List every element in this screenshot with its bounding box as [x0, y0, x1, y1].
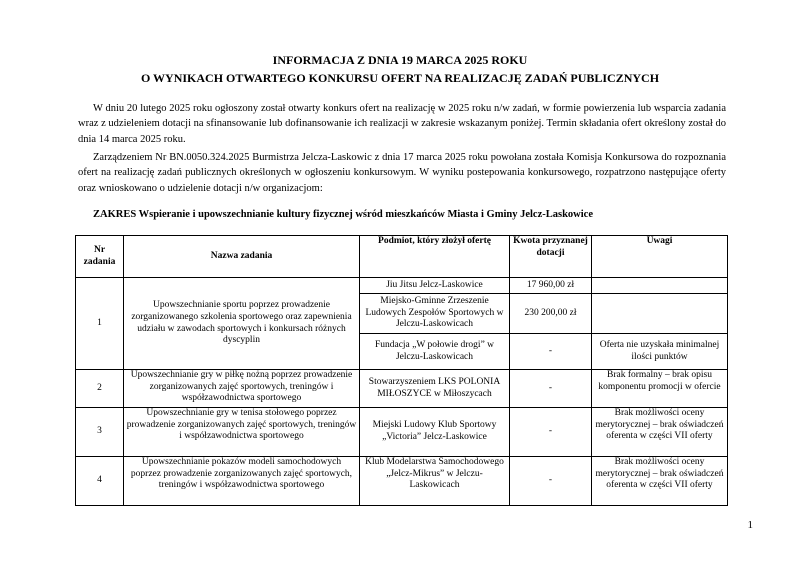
results-table [75, 235, 728, 506]
page-number: 1 [747, 519, 753, 531]
task-name: Upowszechnianie pokazów modeli samochodowych poprzez prowadzenie zorganizowanych zajęć sportowych, treningów i współzawodnictwa sportowego [124, 457, 360, 506]
table-row [76, 457, 728, 506]
remarks: Brak możliwości oceny merytorycznej – brak oświadczeń oferenta w części VII oferty [592, 457, 728, 506]
task-number: 4 [76, 457, 124, 506]
header-nazwa: Nazwa zadania [124, 236, 360, 278]
grant-amount: - [510, 457, 592, 506]
remarks [592, 294, 728, 334]
table-header-row [76, 236, 728, 278]
header-nr: Nr zadania [76, 236, 124, 278]
offer-entity: Fundacja „W połowie drogi” w Jelczu-Laskowicach [360, 334, 510, 370]
remarks: Oferta nie uzyskała minimalnej ilości punktów [592, 334, 728, 370]
header-kwota: Kwota przyznanej dotacji [510, 236, 592, 278]
remarks: Brak możliwości oceny merytorycznej – brak oświadczeń oferenta w części VII oferty [592, 408, 728, 457]
grant-amount: - [510, 408, 592, 457]
commission-paragraph: Zarządzeniem Nr BN.0050.324.2025 Burmistrza Jelcza-Laskowic z dnia 17 marca 2025 roku powołana została Komisja Konkursowa do rozpoznania ofert na realizację zadań publicznych określonych w ogłoszeniu konkursowym. W wyniku postepowania konkursowego, rozpatrzono następujące oferty oraz wnioskowano o udzielenie dotacji n/w organizacjom: [78, 152, 726, 194]
grant-amount: 17 960,00 zł [510, 278, 592, 294]
document-title-line-1: INFORMACJA Z DNIA 19 MARCA 2025 ROKU [272, 53, 528, 67]
table-row [76, 278, 728, 294]
grant-amount: - [510, 334, 592, 370]
header-uwagi: Uwagi [592, 236, 728, 278]
task-name: Upowszechnianie sportu poprzez prowadzenie zorganizowanego szkolenia sportowego oraz zapewnienia udziału w zawodach sportowych i konkursach różnych dyscyplin [124, 278, 360, 370]
grant-amount: 230 200,00 zł [510, 294, 592, 334]
scope-heading: ZAKRES Wspieranie i upowszechnianie kultury fizycznej wśród mieszkańców Miasta i Gminy Jelcz-Laskowice [93, 209, 593, 220]
task-number: 1 [76, 278, 124, 370]
header-podmiot: Podmiot, który złożył ofertę [360, 236, 510, 278]
table-row [76, 408, 728, 457]
offer-entity: Miejsko-Gminne Zrzeszenie Ludowych Zespołów Sportowych w Jelczu-Laskowicach [360, 294, 510, 334]
offer-entity: Klub Modelarstwa Samochodowego „Jelcz-Mikrus” w Jelczu-Laskowicach [360, 457, 510, 506]
task-name: Upowszechnianie gry w tenisa stołowego poprzez prowadzenie zorganizowanych zajęć sportowych, treningów i współzawodnictwa sportowego [124, 408, 360, 457]
remarks: Brak formalny – brak opisu komponentu promocji w ofercie [592, 370, 728, 408]
remarks [592, 278, 728, 294]
offer-entity: Miejski Ludowy Klub Sportowy „Victoria” Jelcz-Laskowice [360, 408, 510, 457]
table-row [76, 370, 728, 408]
task-number: 3 [76, 408, 124, 457]
offer-entity: Stowarzyszeniem LKS POLONIA MIŁOSZYCE w Miłoszycach [360, 370, 510, 408]
task-number: 2 [76, 370, 124, 408]
grant-amount: - [510, 370, 592, 408]
offer-entity: Jiu Jitsu Jelcz-Laskowice [360, 278, 510, 294]
document-title-line-2: O WYNIKACH OTWARTEGO KONKURSU OFERT NA REALIZACJĘ ZADAŃ PUBLICZNYCH [140, 71, 660, 85]
intro-paragraph: W dniu 20 lutego 2025 roku ogłoszony został otwarty konkurs ofert na realizację w 2025 roku n/w zadań, w formie powierzenia lub wsparcia zadania wraz z udzieleniem dotacji na sfinansowanie lub dofinansowanie ich realizacji w zakresie wskazanym poniżej. Termin składania ofert określony został do dnia 14 marca 2025 roku. [78, 103, 726, 145]
task-name: Upowszechnianie gry w piłkę nożną poprzez prowadzenie zorganizowanych zajęć sportowych, treningów i współzawodnictwa sportowego [124, 370, 360, 408]
